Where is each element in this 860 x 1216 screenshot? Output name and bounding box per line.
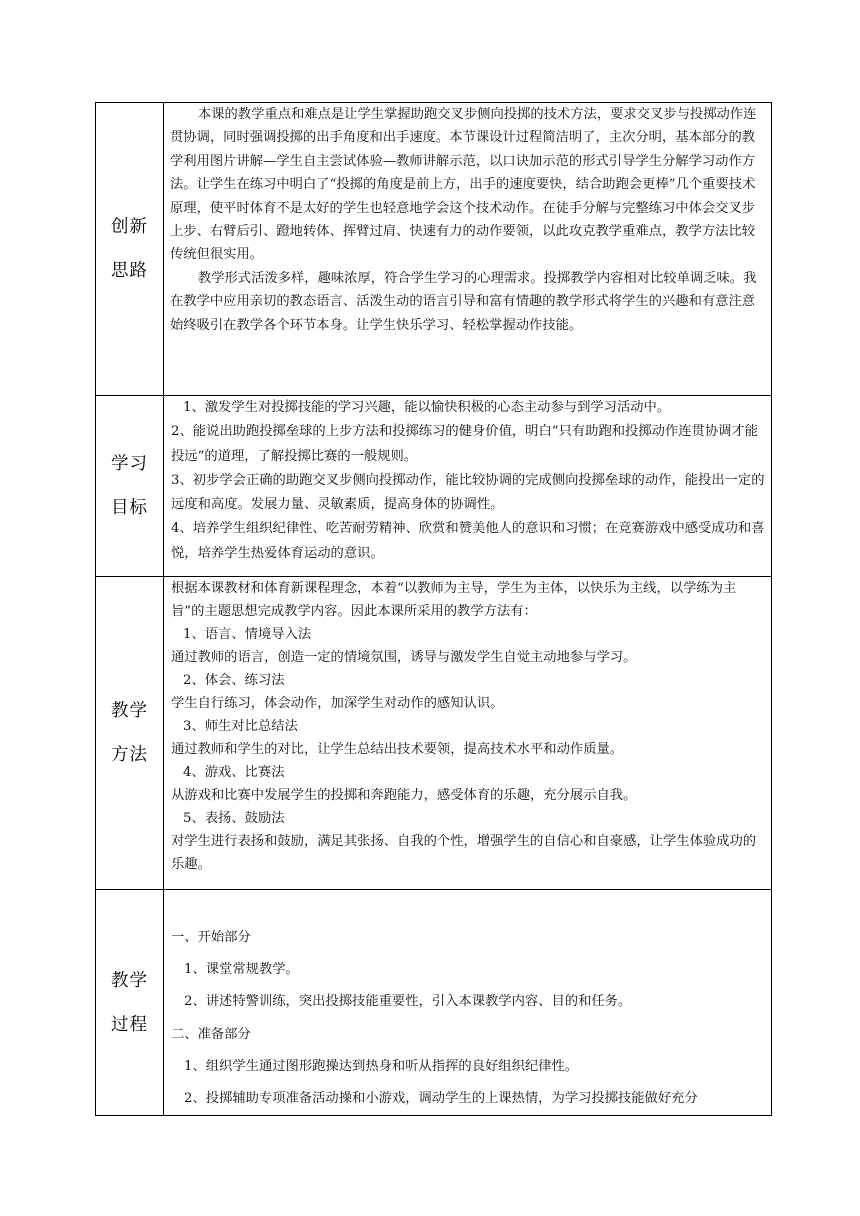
process-item: 1、组织学生通过图形跑操达到热身和听从指挥的良好组织纪律性。 bbox=[184, 1058, 579, 1074]
label-learning-goals bbox=[96, 396, 164, 577]
goal-item: 4、培养学生组织纪律性、吃苦耐劳精神、欣赏和赞美他人的意识和习惯；在竞赛游戏中感受成功和喜悦，培养学生热爱体育运动的意识。 bbox=[171, 521, 765, 561]
goal-item: 1、激发学生对投掷技能的学习兴趣，能以愉快积极的心态主动参与到学习活动中。 bbox=[183, 400, 671, 415]
label-teaching-methods bbox=[96, 577, 164, 890]
content-teaching-process bbox=[164, 890, 772, 1116]
content-innovation bbox=[164, 103, 772, 396]
row-innovation bbox=[96, 103, 772, 396]
method-heading: 5、表扬、鼓励法 bbox=[183, 811, 285, 826]
label-line: 方法 bbox=[111, 745, 148, 765]
lesson-plan-table bbox=[95, 102, 772, 1116]
method-heading: 4、游戏、比赛法 bbox=[183, 765, 285, 780]
content-learning-goals bbox=[164, 396, 772, 577]
section-heading: 一、开始部分 bbox=[171, 930, 251, 945]
section-heading: 二、准备部分 bbox=[171, 1026, 251, 1042]
method-heading: 3、师生对比总结法 bbox=[183, 719, 298, 734]
method-description: 从游戏和比赛中发展学生的投掷和奔跑能力，感受体育的乐趣，充分展示自我。 bbox=[171, 788, 637, 803]
goal-item: 3、初步学会正确的助跑交叉步侧向投掷动作，能比较协调的完成侧向投掷垒球的动作，能投出一定的远度和高度。发展力量、灵敏素质，提高身体的协调性。 bbox=[171, 472, 765, 513]
method-heading: 1、语言、情境导入法 bbox=[183, 627, 312, 642]
method-description: 学生自行练习，体会动作，加深学生对动作的感知认识。 bbox=[171, 696, 504, 711]
row-teaching-methods bbox=[96, 577, 772, 890]
label-line: 学习 bbox=[111, 454, 148, 474]
process-item: 1、课堂常规教学。 bbox=[184, 962, 299, 978]
label-line: 创新 bbox=[111, 217, 148, 237]
method-description: 对学生进行表扬和鼓励，满足其张扬、自我的个性，增强学生的自信心和自豪感，让学生体验成功的乐趣。 bbox=[171, 834, 757, 872]
label-teaching-process bbox=[96, 890, 164, 1116]
label-line: 过程 bbox=[111, 1014, 148, 1035]
paragraph: 本课的教学重点和难点是让学生掌握助跑交叉步侧向投掷的技术方法，要求交叉步与投掷动作连贯协调，同时强调投掷的出手角度和出手速度。本节课设计过程简洁明了，主次分明，基本部分的教学利用图片讲解—学生自主尝试体验—教师讲解示范，以口诀加示范的形式引导学生分解学习动作方法。让学生在练习中明白了“投掷的角度是前上方，出手的速度要快，结合助跑会更棒”几个重要技术原理，使平时体育不是太好的学生也轻意地学会这个技术动作。在徒手分解与完整练习中体会交叉步上步、右臂后引、蹬地转体、挥臂过肩、快速有力的动作要领，以此攻克教学重难点，教学方法比较传统但很实用。 bbox=[170, 107, 757, 263]
paragraph: 根据本课教材和体育新课程理念，本着“以教师为主导，学生为主体，以快乐为主线，以学练为主旨”的主题思想完成教学内容。因此本课所采用的教学方法有： bbox=[171, 581, 737, 619]
label-innovation bbox=[96, 103, 164, 396]
label-line: 思路 bbox=[111, 261, 148, 281]
paragraph: 教学形式活泼多样，趣味浓厚，符合学生学习的心理需求。投掷教学内容相对比较单调乏味。我在教学中应用亲切的教态语言、活泼生动的语言引导和富有情趣的教学形式将学生的兴趣和有意注意始终吸引在教学各个环节本身。让学生快乐学习、轻松掌握动作技能。 bbox=[170, 270, 757, 333]
label-line: 教学 bbox=[111, 701, 148, 721]
label-line: 教学 bbox=[111, 970, 148, 991]
method-description: 通过教师和学生的对比，让学生总结出技术要领，提高技术水平和动作质量。 bbox=[171, 742, 624, 757]
process-item: 2、讲述特警训练，突出投掷技能重要性，引入本课教学内容、目的和任务。 bbox=[184, 994, 632, 1010]
label-line: 目标 bbox=[111, 498, 148, 518]
row-learning-goals bbox=[96, 396, 772, 577]
row-teaching-process bbox=[96, 890, 772, 1116]
method-heading: 2、体会、练习法 bbox=[183, 673, 285, 688]
process-item: 2、投掷辅助专项准备活动操和小游戏，调动学生的上课热情，为学习投掷技能做好充分 bbox=[184, 1091, 698, 1107]
content-teaching-methods bbox=[164, 577, 772, 890]
method-description: 通过教师的语言，创造一定的情境氛围，诱导与激发学生自觉主动地参与学习。 bbox=[171, 650, 637, 665]
goal-item: 2、能说出助跑投掷垒球的上步方法和投掷练习的健身价值，明白“只有助跑和投掷动作连贯协调才能投远”的道理，了解投掷比赛的一般规则。 bbox=[171, 424, 759, 464]
